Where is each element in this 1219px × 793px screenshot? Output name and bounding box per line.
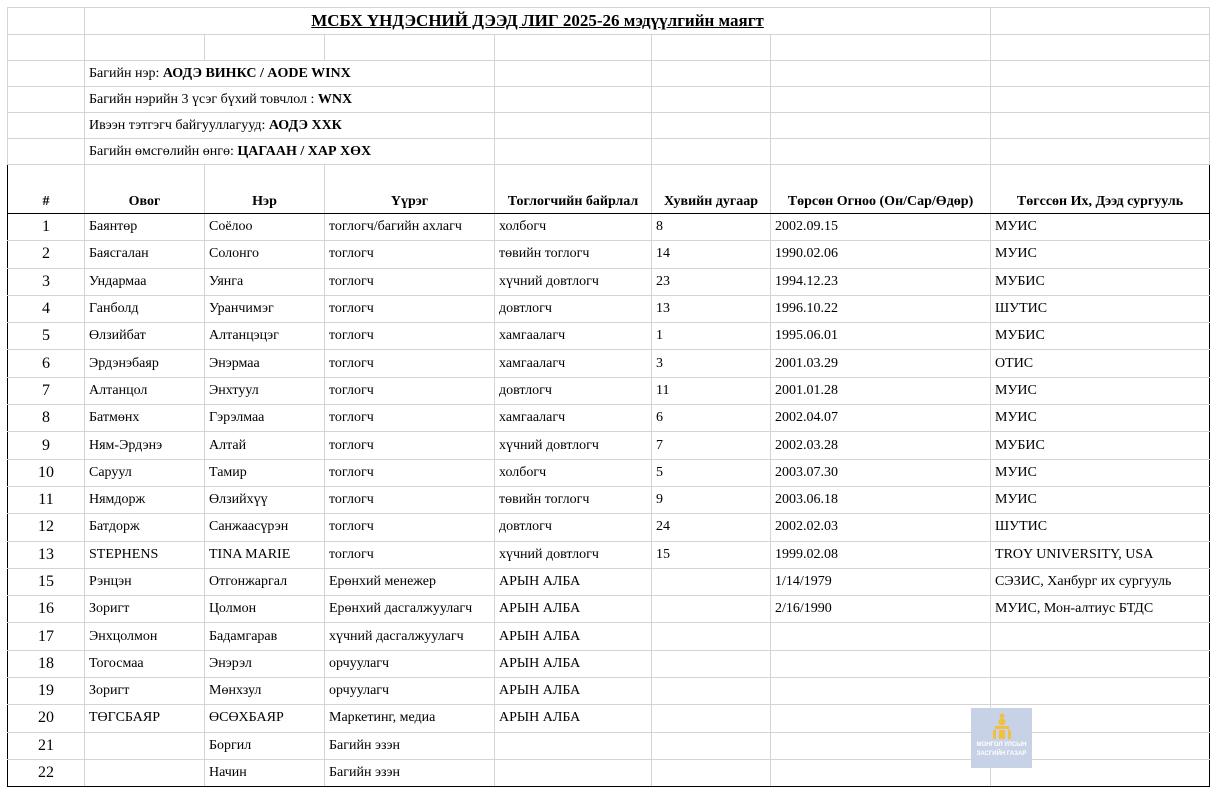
cell-row-number: 1 xyxy=(8,214,85,241)
cell-jersey-number: 15 xyxy=(652,541,771,568)
cell-position: төвийн тоглогч xyxy=(495,486,652,513)
table-row xyxy=(8,432,1210,459)
header-number: # xyxy=(8,165,85,214)
cell-blank xyxy=(8,113,85,139)
cell-position: АРЫН АЛБА xyxy=(495,568,652,595)
header-university: Төгссөн Их, Дээд сургууль xyxy=(991,165,1210,214)
table-row xyxy=(8,459,1210,486)
cell-position xyxy=(495,759,652,786)
cell-jersey-number: 7 xyxy=(652,432,771,459)
cell-given-name: Соёлоо xyxy=(205,214,325,241)
cell-blank xyxy=(8,139,85,165)
cell-jersey-number: 24 xyxy=(652,514,771,541)
info-label: Багийн нэрийн 3 үсэг бүхий товчлол : xyxy=(89,91,318,107)
cell-position xyxy=(495,732,652,759)
cell-role: Ерөнхий дасгалжуулагч xyxy=(325,596,495,623)
cell-university: МУБИС xyxy=(991,323,1210,350)
cell-position: АРЫН АЛБА xyxy=(495,678,652,705)
cell-position: төвийн тоглогч xyxy=(495,241,652,268)
table-row xyxy=(8,350,1210,377)
cell-blank xyxy=(495,61,652,87)
cell-university: МУБИС xyxy=(991,432,1210,459)
cell-blank xyxy=(991,113,1210,139)
cell-jersey-number xyxy=(652,568,771,595)
header-surname: Овог xyxy=(85,165,205,214)
header-given-name: Нэр xyxy=(205,165,325,214)
cell-row-number: 19 xyxy=(8,678,85,705)
cell-surname: Эрдэнэбаяр xyxy=(85,350,205,377)
cell-given-name: Мөнхзул xyxy=(205,678,325,705)
cell-blank xyxy=(8,87,85,113)
cell-jersey-number xyxy=(652,623,771,650)
table-row xyxy=(8,241,1210,268)
info-label: Ивээн тэтгэгч байгууллагууд: xyxy=(89,117,269,133)
logo-text-line2: ЗАСГИЙН ГАЗАР xyxy=(976,751,1027,757)
cell-row-number: 9 xyxy=(8,432,85,459)
cell-university: МУИС xyxy=(991,459,1210,486)
cell-role: тоглогч xyxy=(325,350,495,377)
cell-jersey-number: 14 xyxy=(652,241,771,268)
cell-role: тоглогч xyxy=(325,432,495,459)
cell-surname: Ганболд xyxy=(85,295,205,322)
info-cell xyxy=(85,87,495,113)
cell-university: МУИС xyxy=(991,405,1210,432)
cell-blank xyxy=(652,113,771,139)
cell-row-number: 4 xyxy=(8,295,85,322)
cell-surname: Саруул xyxy=(85,459,205,486)
cell-jersey-number xyxy=(652,759,771,786)
cell-role: тоглогч xyxy=(325,241,495,268)
table-row xyxy=(8,596,1210,623)
cell-row-number: 18 xyxy=(8,650,85,677)
cell-blank xyxy=(771,113,991,139)
cell-role: тоглогч/багийн ахлагч xyxy=(325,214,495,241)
cell-blank xyxy=(8,61,85,87)
cell-row-number: 12 xyxy=(8,514,85,541)
cell-blank xyxy=(991,35,1210,61)
cell-given-name: Энэрэл xyxy=(205,650,325,677)
soyombo-emblem-icon xyxy=(991,712,1013,740)
cell-row-number: 2 xyxy=(8,241,85,268)
cell-surname xyxy=(85,732,205,759)
table-row xyxy=(8,623,1210,650)
cell-blank xyxy=(495,87,652,113)
cell-given-name: Өлзийхүү xyxy=(205,486,325,513)
cell-blank xyxy=(652,61,771,87)
cell-given-name: TINA MARIE xyxy=(205,541,325,568)
cell-row-number: 16 xyxy=(8,596,85,623)
info-label: Багийн өмсгөлийн өнгө: xyxy=(89,143,238,159)
cell-role: тоглогч xyxy=(325,295,495,322)
cell-university: МУИС xyxy=(991,214,1210,241)
cell-position: хүчний довтлогч xyxy=(495,541,652,568)
cell-given-name: Алтай xyxy=(205,432,325,459)
cell-surname: Өлзийбат xyxy=(85,323,205,350)
cell-blank xyxy=(991,87,1210,113)
cell-role: тоглогч xyxy=(325,514,495,541)
cell-jersey-number: 23 xyxy=(652,268,771,295)
cell-given-name: ӨСӨХБАЯР xyxy=(205,705,325,732)
cell-position: АРЫН АЛБА xyxy=(495,596,652,623)
cell-university: МУИС xyxy=(991,241,1210,268)
cell-jersey-number: 3 xyxy=(652,350,771,377)
cell-given-name: Тамир xyxy=(205,459,325,486)
cell-birth-date: 2/16/1990 xyxy=(771,596,991,623)
table-row xyxy=(8,377,1210,404)
cell-jersey-number: 13 xyxy=(652,295,771,322)
info-team-name xyxy=(8,61,1210,87)
cell-birth-date: 1/14/1979 xyxy=(771,568,991,595)
cell-row-number: 8 xyxy=(8,405,85,432)
cell-surname: Алтанцол xyxy=(85,377,205,404)
cell-birth-date: 2001.03.29 xyxy=(771,350,991,377)
cell-surname: Зоригт xyxy=(85,596,205,623)
cell-given-name: Боргил xyxy=(205,732,325,759)
cell-position: хамгаалагч xyxy=(495,350,652,377)
header-jersey-number: Хувийн дугаар xyxy=(652,165,771,214)
cell-blank xyxy=(991,8,1210,35)
cell-birth-date xyxy=(771,705,991,732)
cell-jersey-number: 8 xyxy=(652,214,771,241)
cell-given-name: Уянга xyxy=(205,268,325,295)
cell-jersey-number xyxy=(652,650,771,677)
cell-given-name: Бадамгарав xyxy=(205,623,325,650)
page-title: МСБХ ҮНДЭСНИЙ ДЭЭД ЛИГ 2025-26 мэдүүлгийн маягт xyxy=(85,8,991,35)
cell-surname: Баянтөр xyxy=(85,214,205,241)
cell-role: тоглогч xyxy=(325,459,495,486)
cell-row-number: 6 xyxy=(8,350,85,377)
cell-surname: Ням-Эрдэнэ xyxy=(85,432,205,459)
header-role: Үүрэг xyxy=(325,165,495,214)
cell-university xyxy=(991,623,1210,650)
cell-given-name: Алтанцэцэг xyxy=(205,323,325,350)
cell-position: холбогч xyxy=(495,214,652,241)
cell-blank xyxy=(771,35,991,61)
cell-position: АРЫН АЛБА xyxy=(495,705,652,732)
cell-position: хамгаалагч xyxy=(495,323,652,350)
cell-role: Багийн эзэн xyxy=(325,759,495,786)
cell-given-name: Отгонжаргал xyxy=(205,568,325,595)
cell-row-number: 17 xyxy=(8,623,85,650)
info-cell xyxy=(85,113,495,139)
logo-text-line1: МОНГОЛ УЛСЫН xyxy=(976,742,1027,748)
header-position: Тоглогчийн байрлал xyxy=(495,165,652,214)
cell-blank xyxy=(205,35,325,61)
cell-surname: Рэнцэн xyxy=(85,568,205,595)
cell-row-number: 7 xyxy=(8,377,85,404)
cell-blank xyxy=(771,139,991,165)
cell-birth-date: 2002.03.28 xyxy=(771,432,991,459)
cell-surname: Ундармаа xyxy=(85,268,205,295)
cell-university: TROY UNIVERSITY, USA xyxy=(991,541,1210,568)
cell-surname: Нямдорж xyxy=(85,486,205,513)
cell-birth-date xyxy=(771,759,991,786)
cell-blank xyxy=(8,8,85,35)
cell-university: МУИС, Мон-алтиус БТДС xyxy=(991,596,1210,623)
cell-blank xyxy=(771,61,991,87)
info-value: ЦАГААН / ХАР ХӨХ xyxy=(237,143,372,159)
cell-row-number: 21 xyxy=(8,732,85,759)
cell-blank xyxy=(991,139,1210,165)
registration-sheet xyxy=(7,7,1209,787)
cell-birth-date xyxy=(771,623,991,650)
cell-surname xyxy=(85,759,205,786)
cell-row-number: 10 xyxy=(8,459,85,486)
cell-blank xyxy=(8,35,85,61)
cell-role: тоглогч xyxy=(325,405,495,432)
cell-role: орчуулагч xyxy=(325,678,495,705)
government-logo xyxy=(971,708,1032,768)
cell-jersey-number: 1 xyxy=(652,323,771,350)
cell-row-number: 20 xyxy=(8,705,85,732)
cell-birth-date xyxy=(771,678,991,705)
info-value: АОДЭ ВИНКС / AODE WINX xyxy=(162,65,351,81)
cell-surname: Батдорж xyxy=(85,514,205,541)
table-row xyxy=(8,268,1210,295)
table-row xyxy=(8,323,1210,350)
info-value: WNX xyxy=(317,91,353,107)
cell-birth-date: 2002.02.03 xyxy=(771,514,991,541)
table-row xyxy=(8,514,1210,541)
cell-position: АРЫН АЛБА xyxy=(495,623,652,650)
cell-university: МУИС xyxy=(991,377,1210,404)
cell-given-name: Энэрмаа xyxy=(205,350,325,377)
cell-given-name: Цолмон xyxy=(205,596,325,623)
cell-role: тоглогч xyxy=(325,268,495,295)
cell-given-name: Гэрэлмаа xyxy=(205,405,325,432)
cell-university xyxy=(991,650,1210,677)
cell-row-number: 3 xyxy=(8,268,85,295)
cell-birth-date: 1996.10.22 xyxy=(771,295,991,322)
cell-role: Маркетинг, медиа xyxy=(325,705,495,732)
cell-surname: Зоригт xyxy=(85,678,205,705)
cell-university: ШУТИС xyxy=(991,295,1210,322)
cell-role: Ерөнхий менежер xyxy=(325,568,495,595)
cell-jersey-number xyxy=(652,732,771,759)
cell-given-name: Начин xyxy=(205,759,325,786)
cell-row-number: 22 xyxy=(8,759,85,786)
cell-role: тоглогч xyxy=(325,323,495,350)
cell-jersey-number: 5 xyxy=(652,459,771,486)
cell-birth-date: 1999.02.08 xyxy=(771,541,991,568)
cell-jersey-number: 11 xyxy=(652,377,771,404)
cell-university xyxy=(991,678,1210,705)
table-row xyxy=(8,486,1210,513)
table-row xyxy=(8,650,1210,677)
cell-row-number: 13 xyxy=(8,541,85,568)
table-row xyxy=(8,568,1210,595)
cell-position: хүчний довтлогч xyxy=(495,432,652,459)
cell-birth-date: 1990.02.06 xyxy=(771,241,991,268)
cell-birth-date: 2002.09.15 xyxy=(771,214,991,241)
cell-row-number: 11 xyxy=(8,486,85,513)
cell-position: хамгаалагч xyxy=(495,405,652,432)
cell-jersey-number xyxy=(652,705,771,732)
cell-surname: Энхцолмон xyxy=(85,623,205,650)
info-value: АОДЭ ХХК xyxy=(268,117,342,133)
cell-birth-date: 2002.04.07 xyxy=(771,405,991,432)
cell-university: СЭЗИС, Ханбург их сургууль xyxy=(991,568,1210,595)
cell-blank xyxy=(652,87,771,113)
cell-birth-date: 1995.06.01 xyxy=(771,323,991,350)
table-row xyxy=(8,295,1210,322)
cell-given-name: Солонго xyxy=(205,241,325,268)
cell-position: хүчний довтлогч xyxy=(495,268,652,295)
cell-role: хүчний дасгалжуулагч xyxy=(325,623,495,650)
cell-position: довтлогч xyxy=(495,377,652,404)
cell-role: тоглогч xyxy=(325,377,495,404)
cell-surname: ТӨГСБАЯР xyxy=(85,705,205,732)
cell-blank xyxy=(652,35,771,61)
cell-given-name: Санжаасүрэн xyxy=(205,514,325,541)
header-birth-date: Төрсөн Огноо (Он/Сар/Өдөр) xyxy=(771,165,991,214)
table-row xyxy=(8,405,1210,432)
cell-row-number: 15 xyxy=(8,568,85,595)
cell-blank xyxy=(771,87,991,113)
cell-university: МУИС xyxy=(991,486,1210,513)
cell-birth-date: 2003.06.18 xyxy=(771,486,991,513)
cell-jersey-number xyxy=(652,596,771,623)
cell-position: АРЫН АЛБА xyxy=(495,650,652,677)
info-label: Багийн нэр: xyxy=(89,65,163,81)
cell-blank xyxy=(495,35,652,61)
info-team-abbreviation xyxy=(8,87,1210,113)
roster-table xyxy=(7,7,1210,787)
cell-birth-date xyxy=(771,732,991,759)
cell-position: довтлогч xyxy=(495,295,652,322)
cell-position: холбогч xyxy=(495,459,652,486)
cell-role: тоглогч xyxy=(325,486,495,513)
cell-blank xyxy=(495,139,652,165)
cell-row-number: 5 xyxy=(8,323,85,350)
info-cell xyxy=(85,61,495,87)
info-sponsors xyxy=(8,113,1210,139)
cell-university: МУБИС xyxy=(991,268,1210,295)
cell-blank xyxy=(495,113,652,139)
cell-surname: Батмөнх xyxy=(85,405,205,432)
cell-blank xyxy=(85,35,205,61)
cell-role: тоглогч xyxy=(325,541,495,568)
cell-jersey-number xyxy=(652,678,771,705)
table-row xyxy=(8,214,1210,241)
cell-surname: Баясгалан xyxy=(85,241,205,268)
cell-role: Багийн эзэн xyxy=(325,732,495,759)
table-row xyxy=(8,678,1210,705)
cell-position: довтлогч xyxy=(495,514,652,541)
cell-blank xyxy=(652,139,771,165)
cell-role: орчуулагч xyxy=(325,650,495,677)
cell-blank xyxy=(991,61,1210,87)
cell-given-name: Уранчимэг xyxy=(205,295,325,322)
cell-birth-date: 2001.01.28 xyxy=(771,377,991,404)
info-jersey-color xyxy=(8,139,1210,165)
table-header-row xyxy=(8,165,1210,214)
cell-blank xyxy=(325,35,495,61)
table-row xyxy=(8,541,1210,568)
info-cell xyxy=(85,139,495,165)
cell-jersey-number: 6 xyxy=(652,405,771,432)
cell-given-name: Энхтуул xyxy=(205,377,325,404)
cell-birth-date: 2003.07.30 xyxy=(771,459,991,486)
cell-university: ОТИС xyxy=(991,350,1210,377)
cell-surname: STEPHENS xyxy=(85,541,205,568)
cell-surname: Тогосмаа xyxy=(85,650,205,677)
cell-jersey-number: 9 xyxy=(652,486,771,513)
cell-birth-date: 1994.12.23 xyxy=(771,268,991,295)
cell-birth-date xyxy=(771,650,991,677)
cell-university: ШУТИС xyxy=(991,514,1210,541)
